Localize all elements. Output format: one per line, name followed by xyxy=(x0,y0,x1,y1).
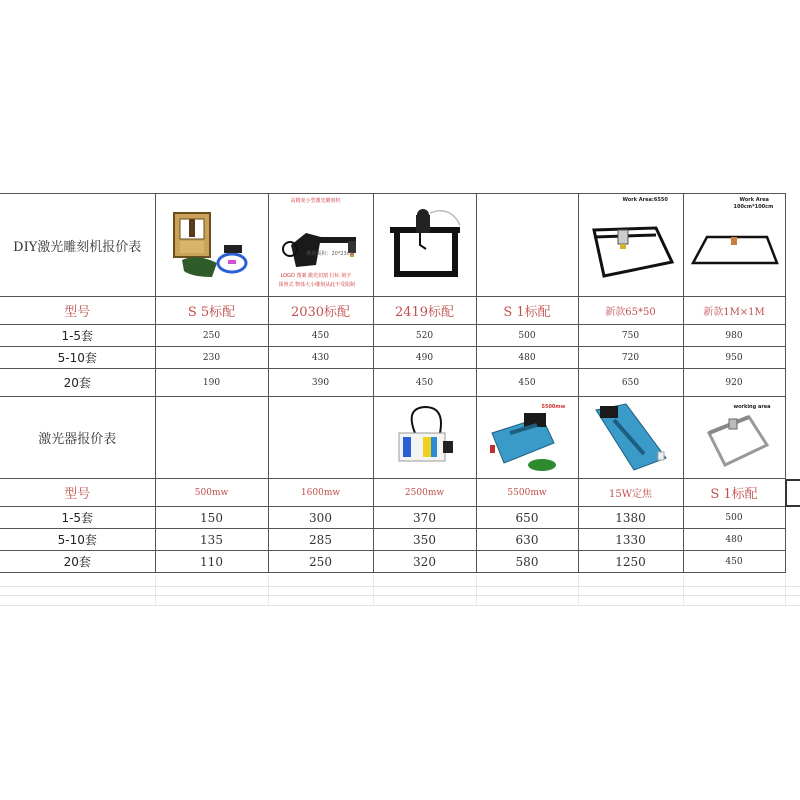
15w-laser-module-image xyxy=(586,400,676,475)
price-cell[interactable]: 520 xyxy=(373,325,476,347)
grid-line xyxy=(0,586,800,587)
price-cell[interactable]: 500 xyxy=(476,325,578,347)
price-cell[interactable]: 1330 xyxy=(578,529,683,551)
price-cell[interactable]: 390 xyxy=(268,369,373,397)
grid-line xyxy=(155,575,156,605)
laser-image-5500mw[interactable] xyxy=(476,397,578,479)
grid-line xyxy=(268,575,269,605)
model-name-1600mw[interactable]: 1600mw xyxy=(268,479,373,507)
table-row xyxy=(0,325,785,347)
price-cell[interactable]: 350 xyxy=(373,529,476,551)
model-name-s1[interactable]: S 1标配 xyxy=(476,297,578,325)
2419-engraver-image xyxy=(380,205,470,285)
price-cell[interactable]: 1380 xyxy=(578,507,683,529)
product-caption: Work Area xyxy=(739,197,769,203)
grid-line xyxy=(0,605,800,606)
model-name-65x50[interactable]: 新款65*50 xyxy=(578,297,683,325)
model-name-500mw[interactable]: 500mw xyxy=(155,479,268,507)
price-cell[interactable]: 430 xyxy=(268,347,373,369)
quantity-label[interactable]: 5-10套 xyxy=(0,347,155,369)
price-cell[interactable]: 450 xyxy=(268,325,373,347)
product-image-2030[interactable] xyxy=(268,194,373,297)
price-cell[interactable]: 1250 xyxy=(578,551,683,573)
table-row xyxy=(0,369,785,397)
model-header-label[interactable]: 型号 xyxy=(0,479,155,507)
price-cell[interactable]: 370 xyxy=(373,507,476,529)
laser-image-s1[interactable] xyxy=(683,397,785,479)
grid-line xyxy=(785,575,786,605)
grid-line xyxy=(0,595,800,596)
model-name-15w[interactable]: 15W定焦 xyxy=(578,479,683,507)
price-cell[interactable]: 450 xyxy=(683,551,785,573)
foldable-engraver-image xyxy=(276,215,366,275)
price-cell[interactable]: 650 xyxy=(476,507,578,529)
boxed-engraver-kit-image xyxy=(162,205,262,285)
price-cell[interactable]: 320 xyxy=(373,551,476,573)
product-caption: 高精度小型激光雕刻机 xyxy=(290,198,341,204)
65x50-frame-engraver-image xyxy=(586,210,676,280)
price-cell[interactable]: 230 xyxy=(155,347,268,369)
price-cell[interactable]: 110 xyxy=(155,551,268,573)
table-row xyxy=(0,551,785,573)
laser-image-1600mw[interactable] xyxy=(268,397,373,479)
1mx1m-frame-engraver-image xyxy=(687,215,782,275)
table-row xyxy=(0,347,785,369)
price-cell[interactable]: 300 xyxy=(268,507,373,529)
product-caption: 探照式 物体大小雕刻从此不受限制 xyxy=(278,282,356,288)
model-name-2500mw[interactable]: 2500mw xyxy=(373,479,476,507)
product-caption: 雕刻面积：20*23cm xyxy=(306,251,355,257)
price-cell[interactable]: 490 xyxy=(373,347,476,369)
2500mw-laser-module-image xyxy=(385,403,465,473)
laser-image-2500mw[interactable] xyxy=(373,397,476,479)
price-cell[interactable]: 500 xyxy=(683,507,785,529)
price-cell[interactable]: 650 xyxy=(578,369,683,397)
product-image-65x50[interactable] xyxy=(578,194,683,297)
price-cell[interactable]: 580 xyxy=(476,551,578,573)
price-cell[interactable]: 450 xyxy=(373,369,476,397)
price-cell[interactable]: 135 xyxy=(155,529,268,551)
price-cell[interactable]: 750 xyxy=(578,325,683,347)
price-cell[interactable]: 630 xyxy=(476,529,578,551)
product-caption: Work Area:6550 xyxy=(622,197,668,203)
grid-line xyxy=(373,575,374,605)
quantity-label[interactable]: 1-5套 xyxy=(0,325,155,347)
laser-image-15w[interactable] xyxy=(578,397,683,479)
s1-engraver-image xyxy=(689,405,779,470)
price-cell[interactable]: 480 xyxy=(683,529,785,551)
model-name-2419[interactable]: 2419标配 xyxy=(373,297,476,325)
price-cell[interactable]: 250 xyxy=(155,325,268,347)
model-name-5500mw[interactable]: 5500mw xyxy=(476,479,578,507)
price-cell[interactable]: 150 xyxy=(155,507,268,529)
grid-line xyxy=(476,575,477,605)
quantity-label[interactable]: 20套 xyxy=(0,369,155,397)
model-name-s5[interactable]: S 5标配 xyxy=(155,297,268,325)
price-cell[interactable]: 285 xyxy=(268,529,373,551)
price-cell[interactable]: 250 xyxy=(268,551,373,573)
grid-line xyxy=(683,575,684,605)
price-cell[interactable]: 920 xyxy=(683,369,785,397)
5500mw-laser-module-image xyxy=(482,403,572,473)
engraver-table-title[interactable]: DIY激光雕刻机报价表 xyxy=(0,194,155,297)
model-name-s1-laser[interactable]: S 1标配 xyxy=(683,479,785,507)
product-image-s1[interactable] xyxy=(476,194,578,297)
model-header-label[interactable]: 型号 xyxy=(0,297,155,325)
table-row xyxy=(0,507,785,529)
price-cell[interactable]: 720 xyxy=(578,347,683,369)
quantity-label[interactable]: 20套 xyxy=(0,551,155,573)
price-cell[interactable]: 450 xyxy=(476,369,578,397)
price-cell[interactable]: 950 xyxy=(683,347,785,369)
engraver-price-table xyxy=(0,193,786,573)
table-row xyxy=(0,529,785,551)
model-name-2030[interactable]: 2030标配 xyxy=(268,297,373,325)
price-cell[interactable]: 980 xyxy=(683,325,785,347)
product-caption: 5500mw xyxy=(541,404,566,410)
product-caption: working area xyxy=(733,404,771,410)
product-caption: LOGO 图案 激光切割 打标 刻字 xyxy=(280,273,352,279)
quantity-label[interactable]: 1-5套 xyxy=(0,507,155,529)
selected-cell-outline xyxy=(785,479,800,507)
price-cell[interactable]: 480 xyxy=(476,347,578,369)
product-image-2419[interactable] xyxy=(373,194,476,297)
model-name-1mx1m[interactable]: 新款1M×1M xyxy=(683,297,785,325)
product-image-1mx1m[interactable] xyxy=(683,194,785,297)
product-image-s5[interactable] xyxy=(155,194,268,297)
laser-image-500mw[interactable] xyxy=(155,397,268,479)
quantity-label[interactable]: 5-10套 xyxy=(0,529,155,551)
product-caption: 100cm*100cm xyxy=(733,204,774,210)
grid-line xyxy=(578,575,579,605)
laser-table-title[interactable]: 激光器报价表 xyxy=(0,397,155,479)
price-sheet xyxy=(0,193,785,573)
price-cell[interactable]: 190 xyxy=(155,369,268,397)
